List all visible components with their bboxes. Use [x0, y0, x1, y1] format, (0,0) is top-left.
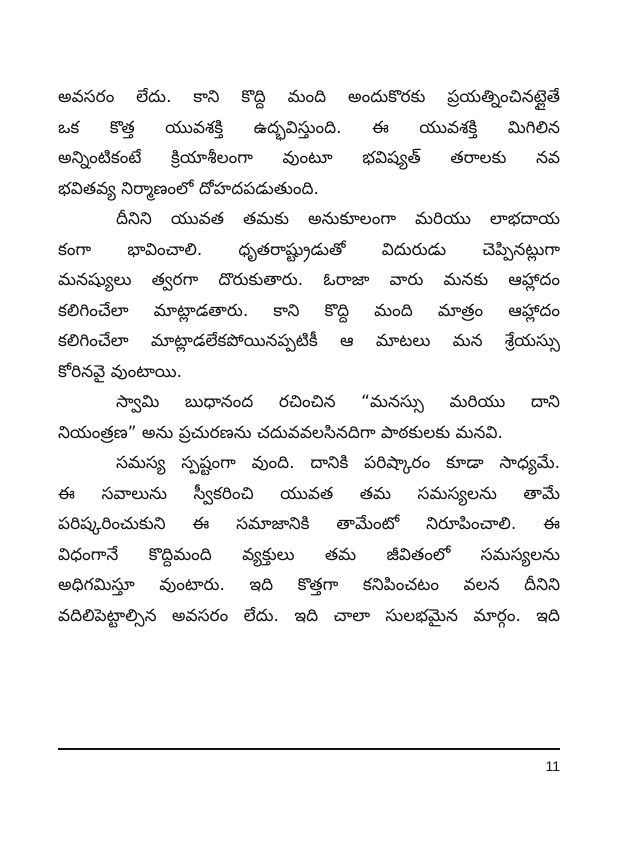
paragraph-3: [58, 387, 560, 448]
page-number: 11: [545, 758, 560, 774]
text-line: ఈ సవాలును స్వీకరించి యువత తమ సమస్యలను తామే: [58, 483, 560, 504]
text-line: సమస్య స్పష్టంగా వుంది. దానికి పరిష్కారం కూడా సాధ్యమే.: [116, 453, 560, 473]
text-line: అధిగమిస్తూ వుంటారు. ఇది కొత్తగా కనిపించటం వలన దీనిని: [58, 575, 560, 595]
text-line: మనష్యులు త్వరగా దొరుకుతారు. ఓరాజా వారు మనకు ఆహ్లాదం: [58, 270, 560, 290]
paragraph-4: [58, 448, 560, 631]
text-line: నియంత్రణ” అను ప్రచురణను చదువవలసినదిగా పాఠకులకు మనవి.: [58, 422, 503, 443]
paragraph-2: [58, 204, 560, 387]
text-line: స్వామి బుధానంద రచించిన “మనస్సు మరియు దాని: [116, 392, 560, 412]
text-line: పరిష్కరించుకుని ఈ సమాజానికి తామేంటో నిరూపించాలి. ఈ: [58, 514, 560, 534]
footer-rule: [58, 748, 560, 750]
text-line: విధంగానే కొద్దిమంది వ్యక్తులు తమ జీవితంలో సమస్యలను: [58, 544, 560, 565]
text-line: వదిలిపెట్టాల్సిన అవసరం లేదు. ఇది చాలా సులభమైన మార్గం. ఇది: [58, 605, 560, 626]
text-line: కలిగించేలా మాట్లాడలేకపోయినప్పటికీ ఆ మాటలు మన శ్రేయస్సు: [58, 331, 560, 351]
body-text: [58, 82, 560, 631]
text-line: దీనిని యువత తమకు అనుకూలంగా మరియు లాభదాయ: [116, 209, 560, 229]
text-line: కంగా భావించాలి. ధృతరాష్ట్రుడుతో విదురుడు చెప్పినట్లుగా: [58, 239, 560, 260]
paragraph-1: [58, 82, 560, 204]
text-line: అన్నింటికంటే క్రియాశీలంగా వుంటూ భవిష్యత్ తరాలకు నవ: [58, 148, 560, 168]
text-line: కోరినవై వుంటాయి.: [58, 361, 183, 382]
text-line: కలిగించేలా మాట్లాడతారు. కాని కొద్ది మంది మాత్రం ఆహ్లాదం: [58, 300, 560, 321]
text-line: అవసరం లేదు. కాని కొద్ది మంది అందుకొరకు ప్రయత్నించినట్లైతే: [58, 87, 560, 107]
text-line: ఒక కొత్త యువశక్తి ఉద్భవిస్తుంది. ఈ యువశక్తి మిగిలిన: [58, 117, 560, 138]
text-line: భవితవ్య నిర్మాణంలో దోహదపడుతుంది.: [58, 178, 319, 199]
